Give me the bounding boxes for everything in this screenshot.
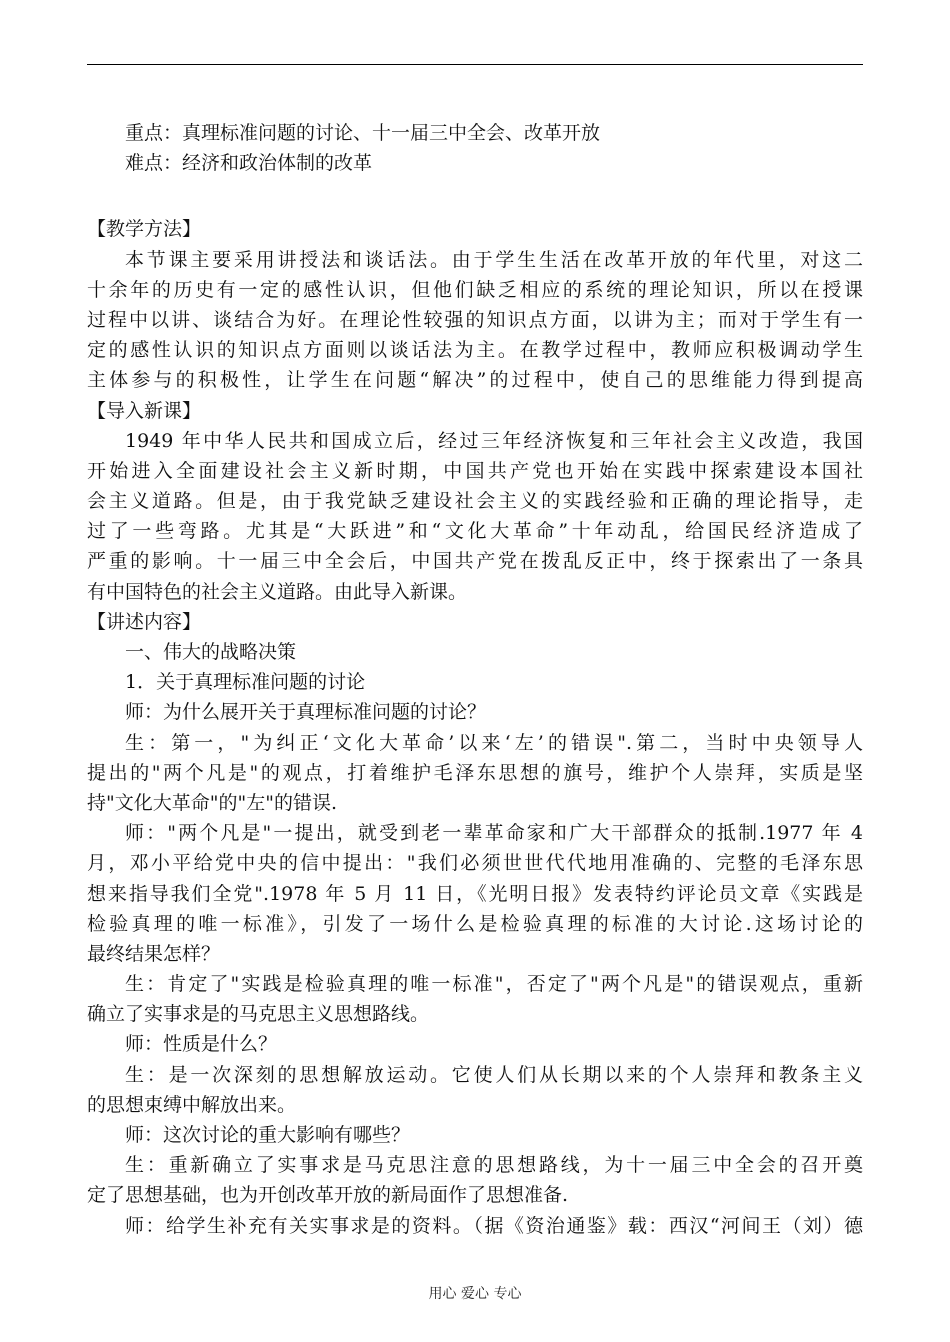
- section-title: 一、伟大的战略决策: [125, 641, 297, 663]
- lecture-heading: 【讲述内容】: [87, 610, 202, 633]
- student-line: 生：是一次深刻的思想解放运动。它使人们从长期以来的个人崇拜和教条主义: [125, 1063, 863, 1086]
- key-point-difficulty: 难点：经济和政治体制的改革: [125, 152, 373, 175]
- key-point-emphasis: 重点：真理标准问题的讨论、十一届三中全会、改革开放: [125, 122, 601, 144]
- paragraph-gap: [87, 178, 863, 214]
- paragraph-line: 有中国特色的社会主义道路。由此导入新课。: [87, 580, 468, 603]
- paragraph-line: 主体参与的积极性，让学生在问题“解决”的过程中，使自己的思维能力得到提高: [87, 369, 863, 392]
- teaching-method-paragraph: [87, 245, 863, 396]
- paragraph-line: 会主义道路。但是，由于我党缺乏建设社会主义的实践经验和正确的理论指导，走: [87, 490, 863, 513]
- paragraph-line: 十余年的历史有一定的感性认识，但他们缺乏相应的系统的理论知识，所以在授课: [87, 278, 863, 301]
- student-line: 生：重新确立了实事求是马克思注意的思想路线，为十一届三中全会的召开奠: [125, 1154, 863, 1177]
- student-line: 定了思想基础，也为开创改革开放的新局面作了思想准备.: [87, 1184, 569, 1207]
- introduction-paragraph: [87, 426, 863, 607]
- teacher-line: 最终结果怎样？: [87, 942, 221, 965]
- paragraph-line: 过了一些弯路。尤其是“大跃进”和“文化大革命”十年动乱，给国民经济造成了: [87, 520, 863, 543]
- dialogue: [87, 697, 863, 1240]
- student-line: 确立了实事求是的马克思主义思想路线。: [87, 1003, 430, 1026]
- teacher-line: 检验真理的唯一标准》，引发了一场什么是检验真理的标准的大讨论.这场讨论的: [87, 912, 863, 935]
- page-footer: 用心 爱心 专心: [428, 1286, 522, 1302]
- paragraph-line: 开始进入全面建设社会主义新时期，中国共产党也开始在实践中探索建设本国社: [87, 459, 863, 482]
- paragraph-line: 过程中以讲、谈结合为好。在理论性较强的知识点方面，以讲为主；而对于学生有一: [87, 308, 863, 331]
- teacher-line: 师：这次讨论的重大影响有哪些？: [125, 1124, 411, 1146]
- introduction-heading: 【导入新课】: [87, 399, 202, 422]
- subsection-title: 1．关于真理标准问题的讨论: [125, 671, 366, 694]
- student-line: 生：第一，"为纠正‘文化大革命’以来‘左’的错误".第二，当时中央领导人: [125, 731, 863, 754]
- document-body: [87, 118, 863, 1241]
- teaching-method-heading: 【教学方法】: [87, 218, 202, 241]
- paragraph-line: 本节课主要采用讲授法和谈话法。由于学生生活在改革开放的年代里，对这二: [125, 248, 863, 271]
- student-line: 提出的"两个凡是"的观点，打着维护毛泽东思想的旗号，维护个人崇拜，实质是坚: [87, 761, 863, 784]
- paragraph-line: 定的感性认识的知识点方面则以谈话法为主。在教学过程中，教师应积极调动学生: [87, 339, 863, 362]
- teacher-line: 月，邓小平给党中央的信中提出："我们必须世世代代地用准确的、完整的毛泽东思: [87, 852, 863, 875]
- teacher-line: 师：性质是什么？: [125, 1033, 278, 1056]
- student-line: 的思想束缚中解放出来。: [87, 1093, 297, 1116]
- student-line: 持"文化大革命"的"左"的错误.: [87, 791, 337, 814]
- teacher-line: 师："两个凡是"一提出，就受到老一辈革命家和广大干部群众的抵制.1977 年 4: [125, 822, 863, 845]
- header-rule: [87, 64, 863, 65]
- paragraph-line: 1949 年中华人民共和国成立后，经过三年经济恢复和三年社会主义改造，我国: [125, 429, 863, 452]
- teacher-line: 师：给学生补充有关实事求是的资料。（据《资治通鉴》载：西汉“河间王（刘）德: [125, 1214, 863, 1237]
- student-line: 生：肯定了"实践是检验真理的唯一标准"，否定了"两个凡是"的错误观点，重新: [125, 973, 863, 996]
- paragraph-line: 严重的影响。十一届三中全会后，中国共产党在拨乱反正中，终于探索出了一条具: [87, 550, 863, 573]
- teacher-line: 想来指导我们全党".1978 年 5 月 11 日，《光明日报》发表特约评论员文章《实践是: [87, 882, 863, 905]
- teacher-line: 师：为什么展开关于真理标准问题的讨论？: [125, 701, 487, 724]
